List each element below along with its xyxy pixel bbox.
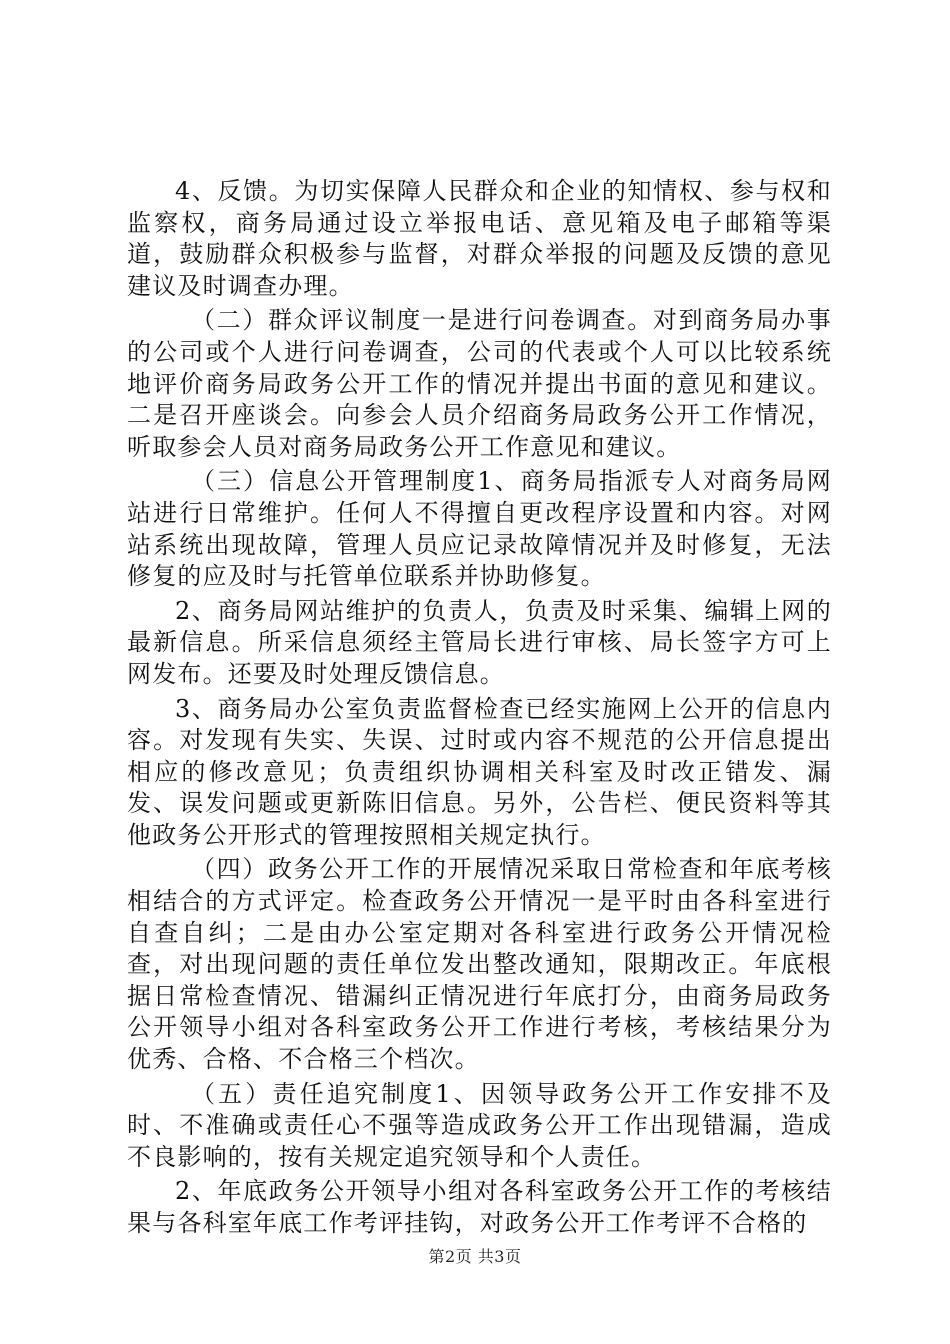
paragraph-feedback: 4、反馈。为切实保障人民群众和企业的知情权、参与权和监察权，商务局通过设立举报电话、意见箱及电子邮箱等渠道，鼓励群众积极参与监督，对群众举报的问题及反馈的意见建议及时调查办理。 xyxy=(127,177,832,300)
paragraph-info-management: （三）信息公开管理制度1、商务局指派专人对商务局网站进行日常维护。任何人不得擅自更改程序设置和内容。对网站系统出现故障，管理人员应记录故障情况并及时修复，无法修复的应及时与托管单位联系并协助修复。 xyxy=(127,467,832,591)
document-body xyxy=(127,176,832,1243)
page-number-footer: 第2页 共3页 xyxy=(428,1247,522,1266)
paragraph-website-maintenance: 2、商务局网站维护的负责人，负责及时采集、编辑上网的最新信息。所采信息须经主管局长进行审核、局长签字方可上网发布。还要及时处理反馈信息。 xyxy=(127,596,832,688)
paragraph-year-end-assessment: 2、年底政务公开领导小组对各科室政务公开工作的考核结果与各科室年底工作考评挂钩，对政务公开工作考评不合格的 xyxy=(127,1177,832,1237)
paragraph-public-review: （二）群众评议制度一是进行问卷调查。对到商务局办事的公司或个人进行问卷调查，公司的代表或个人可以比较系统地评价商务局政务公开工作的情况并提出书面的意见和建议。二是召开座谈会。向参会人员介绍商务局政务公开工作情况，听取参会人员对商务局政务公开工作意见和建议。 xyxy=(127,306,832,461)
paragraph-accountability: （五）责任追究制度1、因领导政务公开工作安排不及时、不准确或责任心不强等造成政务公开工作出现错漏，造成不良影响的，按有关规定追究领导和个人责任。 xyxy=(127,1079,832,1171)
paragraph-office-supervision: 3、商务局办公室负责监督检查已经实施网上公开的信息内容。对发现有失实、失误、过时或内容不规范的公开信息提出相应的修改意见；负责组织协调相关科室及时改正错发、漏发、误发问题或更新陈旧信息。另外，公告栏、便民资料等其他政务公开形式的管理按照相关规定执行。 xyxy=(127,694,832,849)
paragraph-evaluation: （四）政务公开工作的开展情况采取日常检查和年底考核相结合的方式评定。检查政务公开情况一是平时由各科室进行自查自纠；二是由办公室定期对各科室进行政务公开情况检查，对出现问题的责任单位发出整改通知，限期改正。年底根据日常检查情况、错漏纠正情况进行年底打分，由商务局政务公开领导小组对各科室政务公开工作进行考核，考核结果分为优秀、合格、不合格三个档次。 xyxy=(127,855,832,1074)
